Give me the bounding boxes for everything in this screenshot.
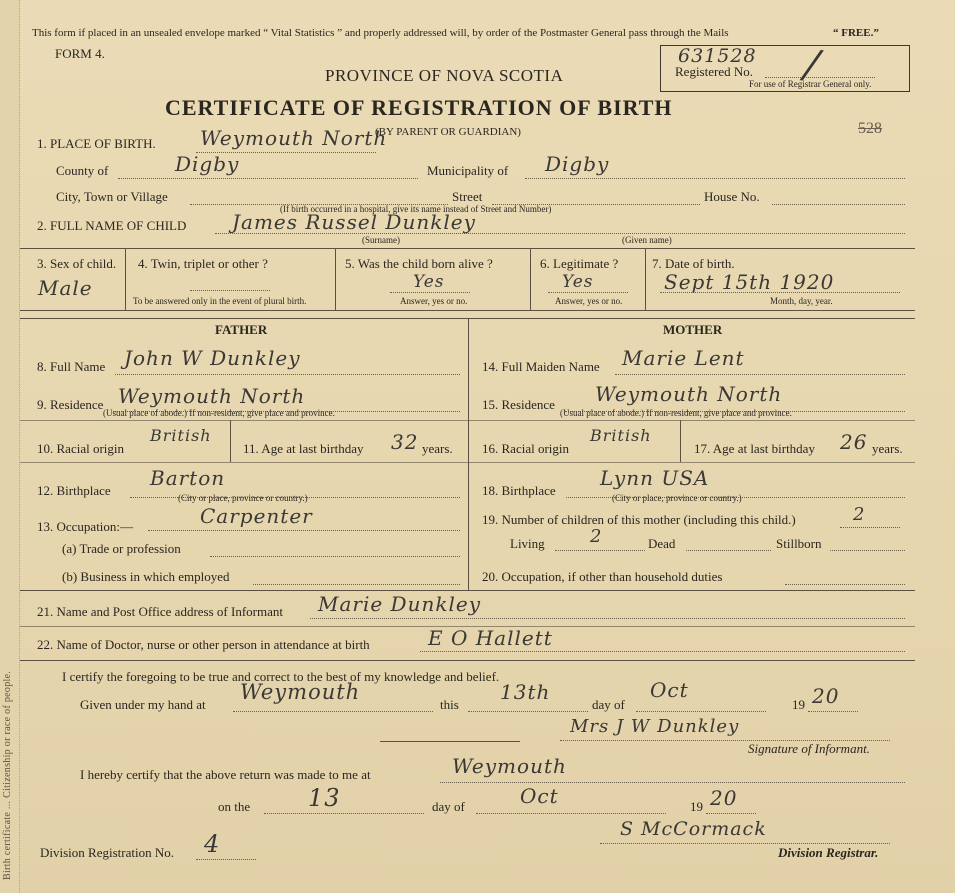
child-name-label: 2. FULL NAME OF CHILD xyxy=(37,218,187,233)
division-registration-label: Division Registration No. xyxy=(40,845,174,860)
spine-text: Birth certificate ... Citizenship or race of people. xyxy=(2,670,13,880)
form-number: FORM 4. xyxy=(55,46,105,61)
county-label: County of xyxy=(56,163,109,178)
free-label: “ FREE.” xyxy=(833,27,879,39)
house-label: House No. xyxy=(704,189,760,204)
mother-race-label: 16. Racial origin xyxy=(482,441,570,456)
living-line xyxy=(555,550,645,551)
given-under-label: Given under my hand at xyxy=(80,697,206,712)
doctor-line xyxy=(420,651,905,652)
margin-mark: / xyxy=(801,41,823,89)
mother-birthplace-note: (City or place, province or country.) xyxy=(612,493,742,503)
mother-residence-value: Weymouth North xyxy=(595,382,783,406)
place-of-birth-value: Weymouth North xyxy=(200,126,388,150)
registrar-month-value: Oct xyxy=(520,784,559,808)
father-years-label: years. xyxy=(422,441,453,456)
business-line xyxy=(253,584,460,585)
informant-label: 21. Name and Post Office address of Informant xyxy=(37,604,283,619)
legitimate-line xyxy=(548,292,628,293)
mother-birthplace-label: 18. Birthplace xyxy=(482,483,556,498)
division-registration-line xyxy=(196,859,256,860)
twin-label: 4. Twin, triplet or other ? xyxy=(138,256,268,271)
child-name-value: James Russel Dunkley xyxy=(232,210,476,234)
day-value: 13th xyxy=(500,680,551,704)
row3-top-rule xyxy=(20,248,915,249)
informant-line xyxy=(310,618,905,619)
mother-race-divider xyxy=(680,420,681,462)
given-name-note: (Given name) xyxy=(622,235,672,245)
alive-label: 5. Was the child born alive ? xyxy=(345,256,493,271)
father-age-label: 11. Age at last birthday xyxy=(243,441,364,456)
registration-box xyxy=(660,45,910,92)
stillborn-line xyxy=(830,550,905,551)
date-note: Month, day, year. xyxy=(770,296,833,306)
father-race-divider xyxy=(230,420,231,462)
mail-notice: This form if placed in an unsealed envelope marked “ Vital Statistics ” and properly addressed will, by order of the Postmaster General pass through the Mails xyxy=(32,27,729,39)
given-place-underline xyxy=(233,711,433,712)
father-occupation-label: 13. Occupation:— xyxy=(37,519,134,534)
registrar-year-value: 20 xyxy=(710,786,738,810)
father-row-rule-2 xyxy=(20,462,468,463)
father-residence-label: 9. Residence xyxy=(37,397,104,412)
day-line xyxy=(468,711,588,712)
mother-heading: MOTHER xyxy=(663,322,723,337)
registrar-month-line xyxy=(476,813,666,814)
month-line xyxy=(636,711,766,712)
mother-name-line xyxy=(615,374,905,375)
alive-note: Answer, yes or no. xyxy=(400,296,468,306)
dead-line xyxy=(686,550,771,551)
year-value: 20 xyxy=(812,684,840,708)
surname-note: (Surname) xyxy=(362,235,400,245)
on-the-label: on the xyxy=(218,799,251,814)
mother-age-label: 17. Age at last birthday xyxy=(694,441,815,456)
twin-note: To be answered only in the event of plural birth. xyxy=(133,296,307,306)
province-title: PROVINCE OF NOVA SCOTIA xyxy=(325,66,564,85)
living-value: 2 xyxy=(590,526,603,547)
municipality-value: Digby xyxy=(545,152,610,176)
registrar-signature-label: Division Registrar. xyxy=(778,845,879,860)
sex-label: 3. Sex of child. xyxy=(37,256,117,271)
living-label: Living xyxy=(510,536,545,551)
certificate-title: CERTIFICATE OF REGISTRATION OF BIRTH xyxy=(165,95,673,120)
this-label: this xyxy=(440,697,459,712)
registrar-signature-line xyxy=(600,843,890,844)
trade-label: (a) Trade or profession xyxy=(62,541,181,556)
mother-residence-note: (Usual place of abode.) If non-resident, give place and province. xyxy=(560,408,792,418)
registration-label: Registered No. xyxy=(675,64,753,79)
struck-number: 528 xyxy=(858,120,882,137)
row3-divider-3 xyxy=(530,248,531,310)
children-line xyxy=(840,527,900,528)
father-race-value: British xyxy=(150,426,212,445)
legitimate-value: Yes xyxy=(562,272,594,292)
date-of-birth-value: Sept 15th 1920 xyxy=(664,270,835,294)
mother-race-value: British xyxy=(590,426,652,445)
doctor-value: E O Hallett xyxy=(428,626,553,650)
registrar-day-value: 13 xyxy=(308,784,341,812)
city-label: City, Town or Village xyxy=(56,189,168,204)
registration-number: 631528 xyxy=(678,45,757,67)
house-line xyxy=(772,204,905,205)
certify-statement: I certify the foregoing to be true and correct to the best of my knowledge and belief. xyxy=(62,669,500,684)
year-prefix: 19 xyxy=(792,697,805,712)
registrar-year-line xyxy=(706,813,756,814)
twin-line xyxy=(190,290,270,291)
mother-occupation-label: 20. Occupation, if other than household duties xyxy=(482,569,723,584)
father-name-line xyxy=(115,374,460,375)
doctor-rule xyxy=(20,660,915,661)
year-line xyxy=(808,711,858,712)
row3-divider-2 xyxy=(335,248,336,310)
registration-note: For use of Registrar General only. xyxy=(749,79,872,89)
father-residence-note: (Usual place of abode.) If non-resident, give place and province. xyxy=(103,408,335,418)
registrar-year-prefix: 19 xyxy=(690,799,703,814)
father-name-label: 8. Full Name xyxy=(37,359,106,374)
mother-row-rule-1 xyxy=(468,420,915,421)
mother-residence-label: 15. Residence xyxy=(482,397,555,412)
father-name-value: John W Dunkley xyxy=(124,346,301,370)
mother-years-label: years. xyxy=(872,441,903,456)
division-registration-value: 4 xyxy=(204,830,221,858)
dead-label: Dead xyxy=(648,536,676,551)
certificate-subtitle: (BY PARENT OR GUARDIAN) xyxy=(375,126,521,138)
father-race-label: 10. Racial origin xyxy=(37,441,125,456)
father-heading: FATHER xyxy=(215,322,268,337)
hospital-note: (If birth occurred in a hospital, give its name instead of Street and Number) xyxy=(280,204,552,214)
mother-birthplace-value: Lynn USA xyxy=(600,466,710,490)
mother-row-rule-2 xyxy=(468,462,915,463)
parents-divider xyxy=(468,318,469,590)
doctor-label: 22. Name of Doctor, nurse or other person in attendance at birth xyxy=(37,637,370,652)
mother-name-label: 14. Full Maiden Name xyxy=(482,359,600,374)
page-spine xyxy=(0,0,20,893)
separator-rule xyxy=(380,741,520,742)
parents-bottom-rule xyxy=(20,590,915,591)
mother-occupation-line xyxy=(785,584,905,585)
informant-signature: Mrs J W Dunkley xyxy=(570,716,740,737)
alive-value: Yes xyxy=(413,272,445,292)
dayof-label: day of xyxy=(592,697,625,712)
county-line xyxy=(118,178,418,179)
father-occupation-value: Carpenter xyxy=(200,504,313,528)
street-label: Street xyxy=(452,189,483,204)
trade-line xyxy=(210,556,460,557)
informant-value: Marie Dunkley xyxy=(318,592,481,616)
father-occupation-line xyxy=(148,530,460,531)
legitimate-label: 6. Legitimate ? xyxy=(540,256,619,271)
registrar-dayof-label: day of xyxy=(432,799,465,814)
registrar-day-line xyxy=(264,813,424,814)
date-of-birth-label: 7. Date of birth. xyxy=(652,256,735,271)
registrar-place-line xyxy=(440,782,905,783)
children-value: 2 xyxy=(853,504,866,525)
county-value: Digby xyxy=(175,152,240,176)
mother-name-value: Marie Lent xyxy=(622,346,745,370)
date-line xyxy=(660,292,900,293)
father-birthplace-note: (City or place, province or country.) xyxy=(178,493,308,503)
stillborn-label: Stillborn xyxy=(776,536,822,551)
father-row-rule-1 xyxy=(20,420,468,421)
municipality-label: Municipality of xyxy=(427,163,509,178)
row3-divider-1 xyxy=(125,248,126,310)
place-of-birth-label: 1. PLACE OF BIRTH. xyxy=(37,136,156,151)
row3-bottom-rule xyxy=(20,310,915,311)
month-value: Oct xyxy=(650,678,689,702)
legitimate-note: Answer, yes or no. xyxy=(555,296,623,306)
business-label: (b) Business in which employed xyxy=(62,569,230,584)
children-label: 19. Number of children of this mother (including this child.) xyxy=(482,512,796,527)
father-birthplace-value: Barton xyxy=(150,466,226,490)
father-age-value: 32 xyxy=(391,430,419,454)
row3-divider-4 xyxy=(645,248,646,310)
alive-line xyxy=(390,292,470,293)
sex-value: Male xyxy=(38,276,93,300)
given-place-value: Weymouth xyxy=(240,680,361,704)
father-birthplace-label: 12. Birthplace xyxy=(37,483,111,498)
father-residence-value: Weymouth North xyxy=(118,384,306,408)
registrar-place-value: Weymouth xyxy=(452,754,567,778)
informant-signature-label: Signature of Informant. xyxy=(748,741,870,756)
registrar-statement: I hereby certify that the above return was made to me at xyxy=(80,767,371,782)
registrar-signature: S McCormack xyxy=(620,818,767,840)
municipality-line xyxy=(525,178,905,179)
registration-line xyxy=(765,77,875,78)
mother-age-value: 26 xyxy=(840,430,868,454)
